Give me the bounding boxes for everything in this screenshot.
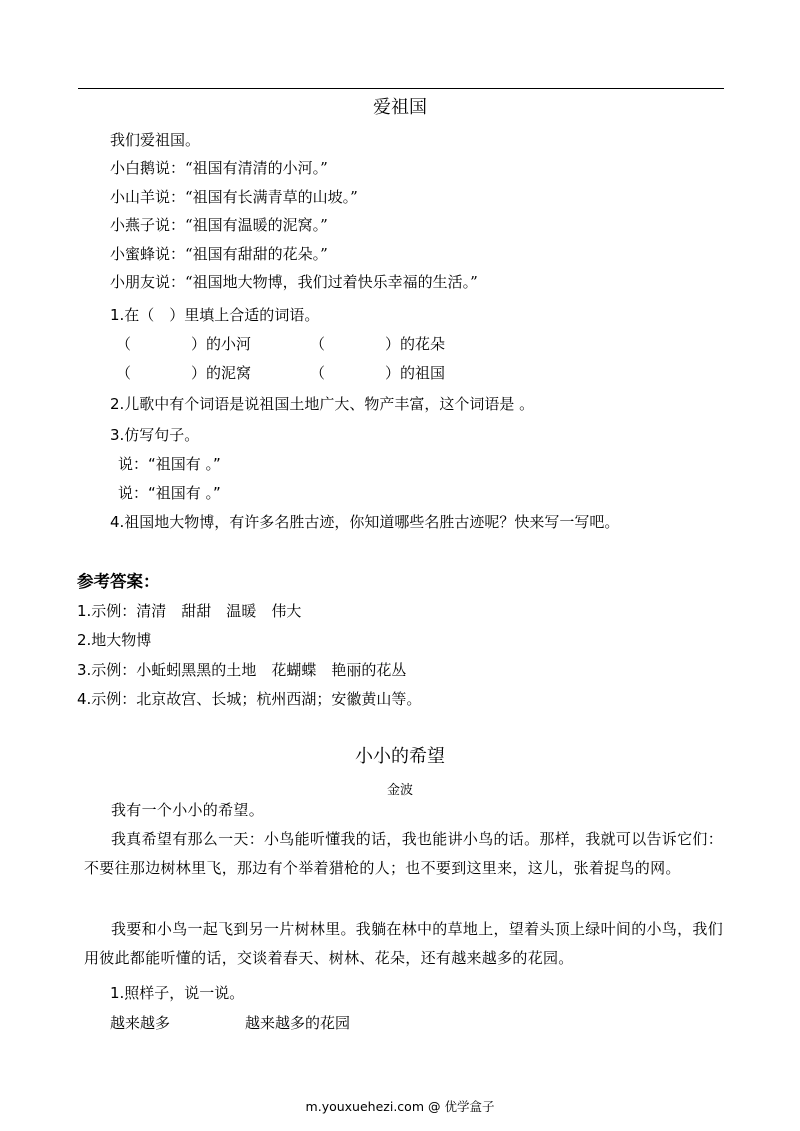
question-1: 1.在（ ）里填上合适的词语。: [110, 306, 320, 324]
fill-blank: （ ）的花朵: [310, 335, 446, 353]
answer-item: 3.示例：小蚯蚓黑黑的土地 花蝴蝶 艳丽的花丛: [77, 661, 407, 679]
poem-line: 小燕子说：“祖国有温暖的泥窝。”: [110, 216, 328, 234]
example-word: 越来越多: [110, 1014, 171, 1032]
poem-line: 我们爱祖国。: [110, 131, 201, 149]
fill-blank: （ ）的泥窝: [116, 364, 252, 382]
fill-blank: （ ）的祖国: [310, 364, 446, 382]
imitation-line: 说：“祖国有 。”: [118, 484, 221, 502]
story-paragraph: 我有一个小小的希望。: [111, 801, 265, 819]
poem-line: 小山羊说：“祖国有长满青草的山坡。”: [110, 188, 358, 206]
imitation-line: 说：“祖国有 。”: [118, 455, 221, 473]
section2-title: 小小的希望: [355, 746, 445, 767]
header-rule: [78, 88, 724, 89]
footer-watermark: m.youxuehezi.com @ 优学盒子: [305, 1099, 495, 1114]
answer-item: 2.地大物博: [77, 631, 152, 649]
poem-line: 小蜜蜂说：“祖国有甜甜的花朵。”: [110, 245, 328, 263]
question-4: 4.祖国地大物博，有许多名胜古迹，你知道哪些名胜古迹呢？快来写一写吧。: [110, 513, 620, 531]
poem-line: 小朋友说：“祖国地大物博，我们过着快乐幸福的生活。”: [110, 273, 478, 291]
poem-line: 小白鹅说：“祖国有清清的小河。”: [110, 159, 328, 177]
answer-item: 4.示例：北京故宫、长城；杭州西湖；安徽黄山等。: [77, 690, 422, 708]
story-paragraph: 我要和小鸟一起飞到另一片树林里。我躺在林中的草地上，望着头顶上绿叶间的小鸟，我们用彼此都能听懂的话，交谈着春天、树林、花朵，还有越来越多的花园。: [84, 920, 724, 967]
answers-heading: 参考答案：: [77, 572, 160, 591]
question-3: 3.仿写句子。: [110, 426, 200, 444]
story-paragraph: 我真希望有那么一天：小鸟能听懂我的话，我也能讲小鸟的话。那样，我就可以告诉它们：不要往那边树林里飞，那边有个举着猎枪的人；也不要到这里来，这儿，张着捉鸟的网。: [84, 830, 724, 877]
answer-item: 1.示例：清清 甜甜 温暖 伟大: [77, 602, 302, 620]
example-phrase: 越来越多的花园: [245, 1014, 351, 1032]
author: 金波: [386, 783, 413, 798]
story-question-1: 1.照样子，说一说。: [110, 984, 245, 1002]
section1-title: 爱祖国: [373, 97, 427, 118]
fill-blank: （ ）的小河: [116, 335, 252, 353]
question-2: 2.儿歌中有个词语是说祖国土地广大、物产丰富，这个词语是 。: [110, 395, 535, 413]
